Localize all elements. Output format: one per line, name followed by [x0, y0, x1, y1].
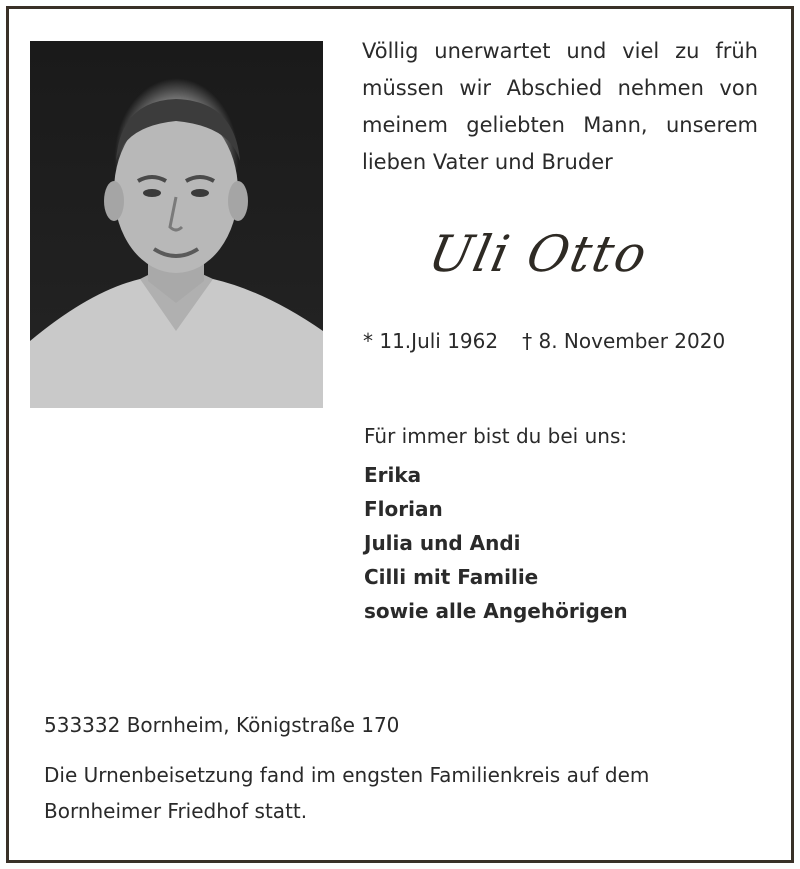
life-dates	[363, 323, 725, 359]
survivor-item: Cilli mit Familie	[364, 565, 539, 589]
death-date: † 8. November 2020	[522, 329, 726, 353]
intro-text: Völlig unerwartet und viel zu früh müssen wir Abschied nehmen von meinem geliebten Mann, unserem lieben Vater und Bruder	[362, 39, 758, 174]
survivor-item: sowie alle Angehörigen	[364, 599, 628, 623]
portrait-photo	[30, 41, 323, 408]
survivors-list	[364, 458, 628, 628]
birth-date: * 11.Juli 1962	[363, 329, 499, 353]
forever-text: Für immer bist du bei uns:	[364, 424, 628, 448]
deceased-name: Uli Otto	[423, 225, 654, 283]
survivor-item: Florian	[364, 497, 443, 521]
survivor-item: Julia und Andi	[364, 531, 521, 555]
burial-notice: Die Urnenbeisetzung fand im engsten Familienkreis auf dem Bornheimer Friedhof statt.	[44, 763, 650, 823]
portrait-illustration	[30, 41, 323, 408]
survivor-item: Erika	[364, 463, 422, 487]
address: 533332 Bornheim, Königstraße 170	[44, 713, 400, 737]
